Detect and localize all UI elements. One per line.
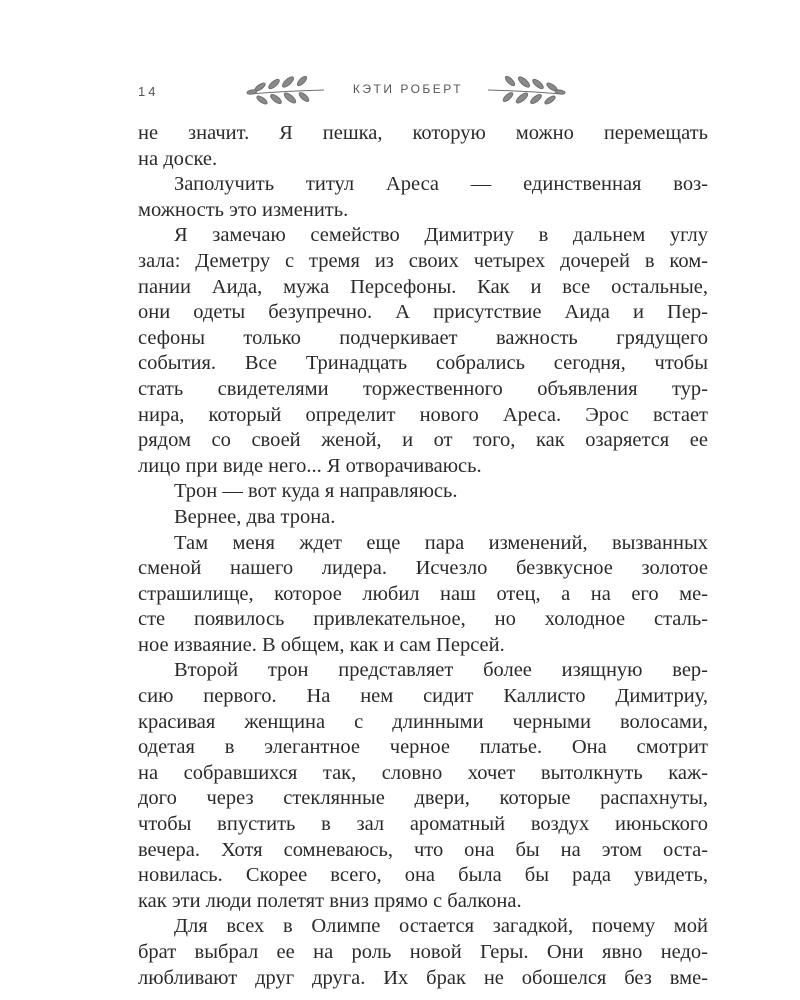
text-line: Трон — вот куда я направляюсь. [174, 480, 458, 503]
text-line: одетая в элегантное черное платье. Она смотрит [138, 736, 708, 759]
running-head-author: КЭТИ РОБЕРТ [352, 82, 464, 96]
text-line: на собравшихся так, словно хочет вытолкнуть каж- [138, 761, 708, 784]
text-line: лицо при виде него... Я отворачиваюсь. [138, 454, 482, 477]
running-head [0, 70, 800, 110]
text-line: события. Все Тринадцать собрались сегодня, чтобы [138, 352, 708, 375]
text-line: вечера. Хотя сомневаюсь, что она бы на этом оста- [138, 838, 708, 861]
text-line: на доске. [138, 147, 218, 170]
text-line: не значит. Я пешка, которую можно перемещать [138, 122, 708, 144]
text-line: как эти люди полетят вниз прямо с балкона. [138, 889, 522, 912]
text-line: они одеты безупречно. А присутствие Аида и Пер- [138, 301, 708, 324]
text-line: Там меня ждет еще пара изменений, вызванных [174, 531, 708, 554]
text-line: сте появилось привлекательное, но холодное сталь- [138, 608, 708, 631]
text-line: Я замечаю семейство Димитриу в дальнем углу [174, 224, 708, 247]
text-line: дого через стеклянные двери, которые распахнуты, [138, 787, 708, 810]
text-line: сменой нашего лидера. Исчезло безвкусное золотое [138, 557, 708, 580]
leaf-branch-icon [246, 70, 326, 110]
text-line: сефоны только подчеркивает важность грядущего [138, 326, 708, 349]
page-number: 14 [138, 84, 159, 99]
text-line: красивая женщина с длинными черными волосами, [138, 710, 708, 733]
text-line: новилась. Скорее всего, она была бы рада увидеть, [138, 864, 708, 887]
text-line: Для всех в Олимпе остается загадкой, почему мой [174, 915, 708, 938]
text-line: сию первого. На нем сидит Каллисто Димитриу, [138, 685, 708, 708]
text-line: брат выбрал ее на роль новой Геры. Они явно недо- [138, 941, 708, 963]
text-line: Заполучить титул Ареса — единственная воз- [174, 173, 708, 196]
text-line: Вернее, два трона. [174, 505, 336, 528]
body-text [138, 121, 708, 991]
text-line: стать свидетелями торжественного объявления тур- [138, 377, 708, 400]
text-line: нира, который определит нового Ареса. Эрос встает [138, 403, 708, 426]
text-line: страшилище, которое любил наш отец, а на его ме- [138, 582, 708, 605]
text-line: Второй трон представляет более изящную вер- [174, 659, 708, 682]
text-line: пании Аида, мужа Персефоны. Как и все остальные, [138, 275, 708, 298]
text-line: рядом со своей женой, и от того, как озаряется ее [138, 429, 708, 452]
text-line: можность это изменить. [138, 198, 349, 221]
text-line: зала: Деметру с тремя из своих четырех дочерей в ком- [138, 249, 708, 272]
text-line: ное изваяние. В общем, как и сам Персей. [138, 633, 505, 656]
text-line: чтобы впустить в зал ароматный воздух июньского [138, 813, 708, 836]
text-line: любливают друг друга. Их брак не обошелся без вме- [138, 966, 708, 989]
leaf-branch-icon [486, 70, 566, 110]
